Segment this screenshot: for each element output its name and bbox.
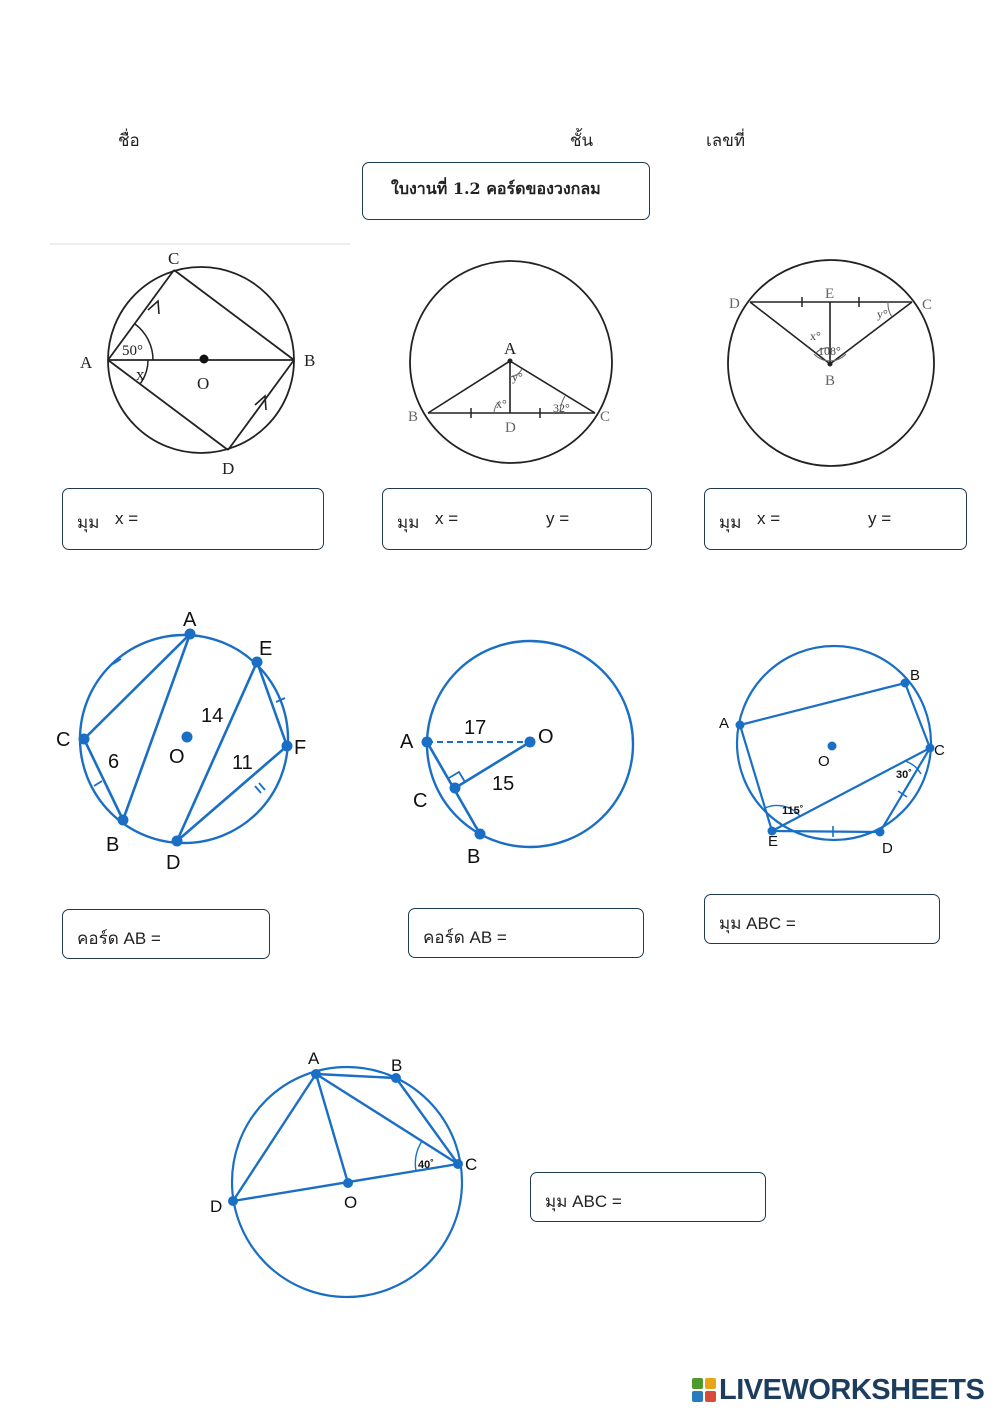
f4-label-a: A <box>183 609 197 631</box>
a3-x-input[interactable] <box>791 507 865 533</box>
figure-6-diagram <box>710 640 970 870</box>
f5-label-a: A <box>400 731 414 753</box>
f1-label-o: O <box>197 374 210 393</box>
figure-2-diagram <box>400 255 625 475</box>
a2-prefix: มุม <box>397 513 420 532</box>
worksheet-title: ใบงานที่ 1.2 คอร์ดของวงกลม <box>391 179 601 198</box>
a3-y-input[interactable] <box>899 507 965 533</box>
f2-label-d: D <box>505 420 516 436</box>
f3-label-e: E <box>825 286 835 302</box>
f2-angle-y: y° <box>512 370 523 384</box>
f4-label-f: F <box>294 737 307 759</box>
f3-angle-108: 108° <box>818 344 841 358</box>
f3-angle-y: y° <box>877 307 888 321</box>
answer-box-4[interactable] <box>62 909 270 959</box>
a3-prefix: มุม <box>719 513 742 532</box>
f7-label-d: D <box>210 1197 223 1216</box>
class-label: ชั้น <box>570 131 594 151</box>
figure-5-diagram <box>390 620 650 880</box>
f1-label-b: B <box>304 351 316 370</box>
a3-y-label: y = <box>868 509 892 528</box>
f7-label-o: O <box>344 1193 358 1212</box>
f4-label-o: O <box>169 746 185 768</box>
f2-angle-x: x° <box>496 397 507 411</box>
f4-label-b: B <box>106 834 120 856</box>
answer-box-1[interactable] <box>62 488 324 550</box>
figure-7-diagram <box>200 1040 500 1310</box>
f3-label-d: D <box>729 296 740 312</box>
f6-angle-30: 30˚ <box>896 769 912 781</box>
a7-label: มุม ABC = <box>545 1192 622 1211</box>
answer-box-7[interactable] <box>530 1172 766 1222</box>
f5-num-17: 17 <box>464 717 487 739</box>
f5-label-c: C <box>413 790 428 812</box>
number-label: เลขที่ <box>706 131 746 151</box>
f6-label-e: E <box>768 833 779 850</box>
liveworksheets-logo <box>692 1374 984 1406</box>
title-box <box>362 162 650 220</box>
f6-label-o: O <box>818 753 830 770</box>
a2-x-label: x = <box>435 509 459 528</box>
a4-input[interactable] <box>163 923 265 949</box>
f7-label-c: C <box>465 1155 478 1174</box>
a2-x-input[interactable] <box>469 507 543 533</box>
f1-angle-50: 50° <box>122 343 143 359</box>
f6-label-d: D <box>882 840 893 857</box>
f5-label-b: B <box>467 846 481 868</box>
f4-label-d: D <box>166 852 181 874</box>
f7-label-a: A <box>308 1049 320 1068</box>
a7-input[interactable] <box>631 1186 761 1212</box>
f6-label-b: B <box>910 667 921 684</box>
a6-input[interactable] <box>805 908 935 934</box>
a4-label: คอร์ด AB = <box>77 929 161 948</box>
a1-x-label: x = <box>115 509 139 528</box>
logo-text: LIVEWORKSHEETS <box>719 1373 985 1406</box>
f1-label-a: A <box>80 353 93 372</box>
a3-x-label: x = <box>757 509 781 528</box>
answer-box-3[interactable] <box>704 488 967 550</box>
f1-label-c: C <box>168 249 180 268</box>
a1-prefix: มุม <box>77 513 100 532</box>
f2-angle-32: 32° <box>553 401 570 415</box>
f5-num-15: 15 <box>492 773 515 795</box>
f3-angle-x: x° <box>810 329 821 343</box>
f4-num-6: 6 <box>108 751 120 773</box>
answer-box-6[interactable] <box>704 894 940 944</box>
f1-angle-x: x <box>136 365 145 384</box>
f6-angle-115: 115˚ <box>782 805 804 817</box>
answer-box-2[interactable] <box>382 488 652 550</box>
f2-label-b: B <box>408 409 419 425</box>
f7-angle-40: 40˚ <box>418 1159 434 1171</box>
f4-label-e: E <box>259 638 273 660</box>
f4-num-11: 11 <box>232 752 253 774</box>
logo-grid-icon <box>692 1378 716 1402</box>
a1-x-input[interactable] <box>151 507 315 533</box>
a2-y-input[interactable] <box>577 507 647 533</box>
a2-y-label: y = <box>546 509 570 528</box>
f3-label-c: C <box>922 297 933 313</box>
a5-label: คอร์ด AB = <box>423 928 507 947</box>
f1-label-d: D <box>222 459 235 478</box>
figure-1-diagram <box>50 240 350 485</box>
f6-label-c: C <box>934 742 945 759</box>
f3-label-b: B <box>825 373 836 389</box>
f4-label-c: C <box>56 729 71 751</box>
figure-3-diagram <box>722 252 967 472</box>
f2-label-c: C <box>600 409 611 425</box>
f4-num-14: 14 <box>201 705 224 727</box>
figure-4-diagram <box>50 600 330 880</box>
a6-label: มุม ABC = <box>719 914 796 933</box>
f2-label-a: A <box>504 339 517 358</box>
a5-input[interactable] <box>509 922 639 948</box>
answer-box-5[interactable] <box>408 908 644 958</box>
f7-label-b: B <box>391 1056 403 1075</box>
name-label: ชื่อ <box>118 131 140 151</box>
f5-label-o: O <box>538 726 554 748</box>
f6-label-a: A <box>719 715 730 732</box>
